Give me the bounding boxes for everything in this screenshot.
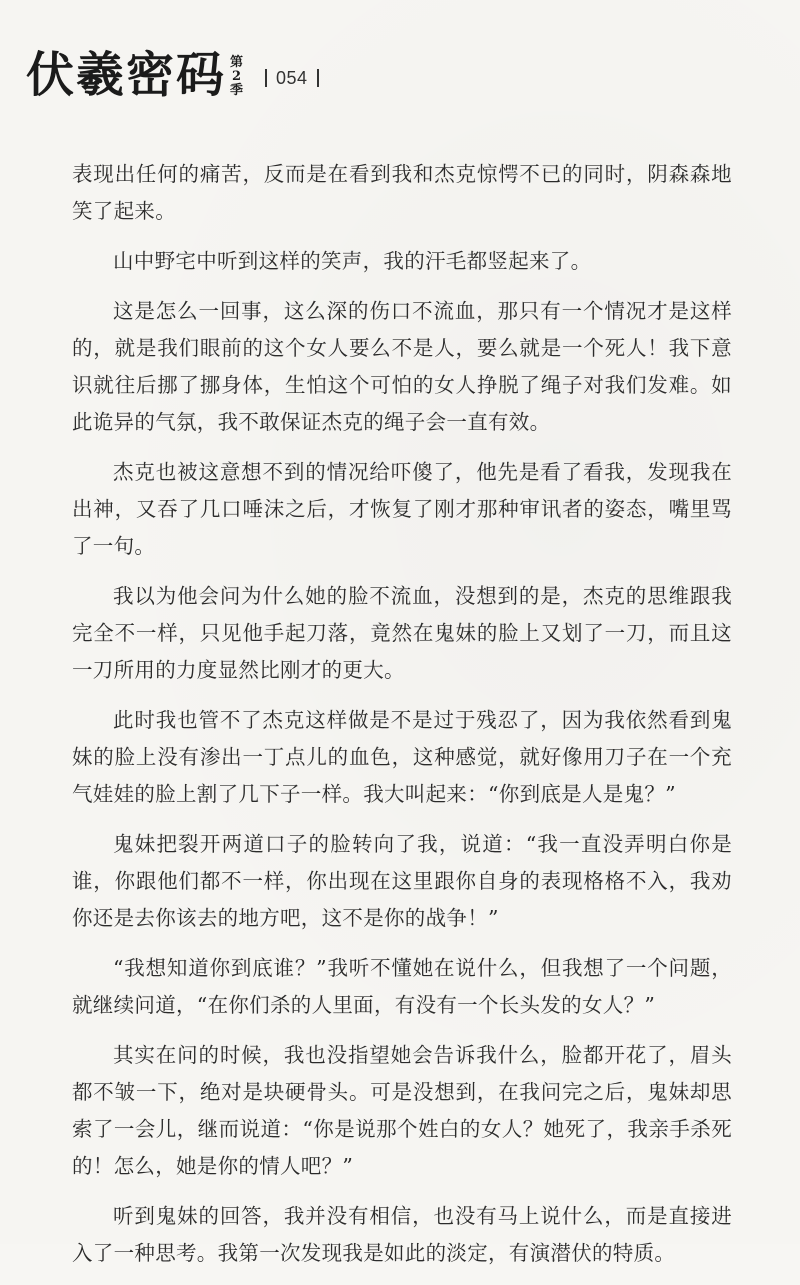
paragraph: 我以为他会问为什么她的脸不流血，没想到的是，杰克的思维跟我完全不一样，只见他手起刀落，竟然在鬼妹的脸上又划了一刀，而且这一刀所用的力度显然比刚才的更大。 (72, 584, 732, 682)
paragraph: 表现出任何的痛苦，反而是在看到我和杰克惊愕不已的同时，阴森森地笑了起来。 (72, 162, 732, 223)
season-label (230, 56, 243, 98)
book-title: 伏羲密码 (26, 47, 227, 103)
paragraph: “我想知道你到底谁？”我听不懂她在说什么，但我想了一个问题，就继续问道，“在你们杀的人里面，有没有一个长头发的女人？” (72, 956, 732, 1017)
paragraph: 山中野宅中听到这样的笑声，我的汗毛都竖起来了。 (113, 249, 592, 273)
paragraph: 这是怎么一回事，这么深的伤口不流血，那只有一个情况才是这样的，就是我们眼前的这个女人要么不是人，要么就是一个死人！我下意识就往后挪了挪身体，生怕这个可怕的女人挣脱了绳子对我们发难。如此诡异的气氛，我不敢保证杰克的绳子会一直有效。 (72, 299, 732, 434)
page-number: 054 (276, 67, 308, 88)
page-number-box (265, 68, 319, 89)
paragraph: 杰克也被这意想不到的情况给吓傻了，他先是看了看我，发现我在出神，又吞了几口唾沫之后，才恢复了刚才那种审讯者的姿态，嘴里骂了一句。 (72, 460, 732, 558)
page-header (26, 40, 319, 110)
divider (317, 69, 319, 87)
paragraph: 鬼妹把裂开两道口子的脸转向了我，说道：“我一直没弄明白你是谁，你跟他们都不一样，你出现在这里跟你自身的表现格格不入，我劝你还是去你该去的地方吧，这不是你的战争！” (72, 832, 732, 930)
paragraph: 其实在问的时候，我也没指望她会告诉我什么，脸都开花了，眉头都不皱一下，绝对是块硬骨头。可是没想到，在我问完之后，鬼妹却思索了一会儿，继而说道：“你是说那个姓白的女人？她死了，我亲手杀死的！怎么，她是你的情人吧？” (72, 1043, 732, 1178)
season-char: 第 (230, 55, 244, 70)
body-text (72, 156, 732, 1285)
season-char: 季 (230, 83, 244, 98)
paragraph: 此时我也管不了杰克这样做是不是过于残忍了，因为我依然看到鬼妹的脸上没有渗出一丁点儿的血色，这种感觉，就好像用刀子在一个充气娃娃的脸上割了几下子一样。我大叫起来：“你到底是人是鬼？” (72, 708, 732, 806)
season-char: 2 (232, 69, 242, 84)
paragraph: 听到鬼妹的回答，我并没有相信，也没有马上说什么，而是直接进入了一种思考。我第一次发现我是如此的淡定，有演潜伏的特质。 (72, 1204, 732, 1265)
